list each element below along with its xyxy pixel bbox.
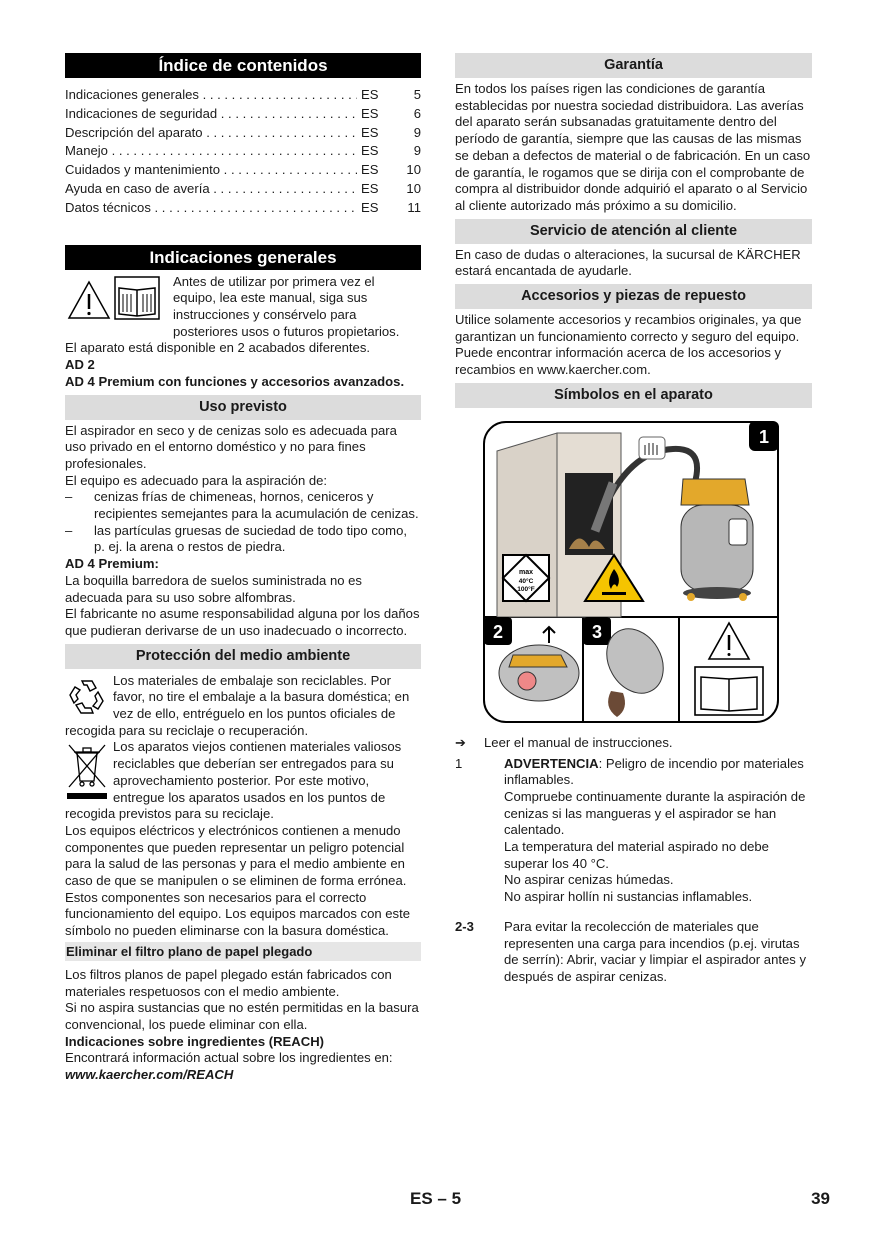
arrow-icon: ➔	[455, 734, 466, 750]
reach-link[interactable]: www.kaercher.com/REACH	[65, 1067, 234, 1083]
warning-manual-icon	[65, 274, 171, 322]
read-manual-row	[455, 735, 812, 752]
max-label: max	[518, 568, 534, 576]
badge-1-label: 1	[758, 426, 770, 447]
toc-entry-title: Ayuda en caso de avería . . .	[65, 180, 357, 199]
toc-entry-lang: ES	[357, 161, 397, 180]
read-manual-text: Leer el manual de instrucciones.	[484, 734, 673, 750]
weee-text: Los aparatos viejos contienen materiales valiosos reciclables que deberían ser entregados para su aprovechamiento posterior. Por este motivo, entregue los aparatos usados en los puntos de recogida previstos para su reciclaje.	[65, 739, 402, 822]
recycling-block	[65, 673, 421, 740]
toc-row[interactable]	[65, 180, 421, 199]
ad2-label: AD 2	[65, 357, 95, 373]
warranty-heading: Garantía	[455, 53, 812, 78]
reach-text: Encontrará información actual sobre los ingredientes en:	[65, 1050, 393, 1066]
general-intro-text: Antes de utilizar por primera vez el equipo, lea este manual, siga sus instrucciones y consérvelo para posteriores usos o futuros propietarios.	[173, 273, 400, 339]
list-item	[65, 523, 421, 556]
toc-row[interactable]	[65, 161, 421, 180]
item-number: 2-3	[455, 918, 474, 934]
toc-entry-lang: ES	[357, 142, 397, 161]
use-text: El aspirador en seco y de cenizas solo es adecuada para uso privado en el entorno doméstico y no para fines profesionales.	[65, 422, 397, 471]
toc-row[interactable]	[65, 142, 421, 161]
reach-heading: Indicaciones sobre ingredientes (REACH)	[65, 1033, 325, 1049]
toc-row[interactable]	[65, 105, 421, 124]
use-text: El equipo es adecuado para la aspiración de:	[65, 472, 328, 488]
warning-line: No aspirar cenizas húmedas.	[504, 872, 674, 888]
warranty-text: En todos los países rigen las condiciones de garantía establecidas por nuestra sociedad distribuidora. Las averías del aparato serán subsanadas gratuitamente dentro del período de garantía, siempre que las causas de las mismas se deban a defectos de material o de fabricación. En un caso de garantía, le rogamos que se dirija con el comprobante de compra al distribuidor donde adquirió el aparato o al Servicio al cliente autorizado más próximo a su domicilio.	[455, 81, 811, 213]
dash-bullet: –	[65, 522, 73, 538]
toc-row[interactable]	[65, 86, 421, 105]
service-heading: Servicio de atención al cliente	[455, 219, 812, 244]
toc-entry-lang: ES	[357, 86, 397, 105]
list-item-text: cenizas frías de chimeneas, hornos, ceniceros y recipientes semejantes para la acumulación de cenizas.	[94, 489, 419, 522]
weee-block	[65, 739, 421, 823]
toc-entry-title: Indicaciones generales . . .	[65, 86, 357, 105]
toc-entry-title: Indicaciones de seguridad . . .	[65, 105, 357, 124]
toc-entry-page: 11	[407, 199, 421, 215]
use-text: El fabricante no asume responsabilidad alguna por los daños que pudieran derivarse de un uso inadecuado o incorrecto.	[65, 606, 420, 638]
use-text: La boquilla barredora de suelos suministrada no es adecuada para su uso sobre alfombras.	[65, 572, 362, 605]
toc-entry-lang: ES	[357, 180, 397, 199]
toc-entry-lang: ES	[357, 199, 397, 218]
accessories-text: Utilice solamente accesorios y recambios originales, ya que garantizan un funcionamiento correcto y seguro del equipo.	[455, 312, 802, 344]
accessories-text: Puede encontrar información acerca de los accesorios y recambios en www.kaercher.com.	[455, 345, 782, 378]
warning-line: Compruebe continuamente durante la aspiración de cenizas si las mangueras y el aspirador se han calentado.	[504, 788, 806, 838]
environment-heading: Protección del medio ambiente	[65, 644, 421, 669]
device-symbols-figure	[483, 421, 779, 723]
badge-2-label: 2	[492, 621, 504, 642]
filter-text: Si no aspira sustancias que no estén permitidas en la basura convencional, los puede eliminar con ella.	[65, 1000, 419, 1032]
toc-entry-page: 9	[413, 124, 421, 140]
footer-language-page: ES – 5	[410, 1189, 462, 1208]
toc-entry-lang: ES	[357, 124, 397, 143]
recycling-icon	[65, 675, 109, 719]
toc-entry-title: Datos técnicos . . .	[65, 199, 357, 218]
toc-entry-page: 10	[406, 162, 421, 178]
warning-line: La temperatura del material aspirado no debe superar los 40 °C.	[504, 839, 769, 871]
toc-row[interactable]	[65, 124, 421, 143]
filter-heading: Eliminar el filtro plano de papel plegado	[65, 942, 421, 961]
toc-entry-page: 5	[413, 87, 421, 102]
toc-heading: Índice de contenidos	[65, 53, 421, 78]
vacuum-cleaner-illustration	[681, 479, 753, 601]
item-number: 1	[455, 755, 463, 771]
use-heading: Uso previsto	[65, 395, 421, 420]
badge-3-label: 3	[591, 621, 603, 642]
ad4-label: AD 4 Premium con funciones y accesorios avanzados.	[65, 373, 405, 389]
ad4-premium-label: AD 4 Premium:	[65, 556, 159, 572]
toc-entry-page: 9	[413, 143, 421, 159]
warning-label: ADVERTENCIA	[504, 755, 599, 771]
warning-line: No aspirar hollín ni sustancias inflamables.	[504, 889, 753, 905]
right-column	[455, 53, 812, 986]
list-item	[455, 919, 812, 986]
electronics-text: Los equipos eléctricos y electrónicos contienen a menudo componentes que pueden representar un peligro potencial para la salud de las personas y para el medio ambiente en caso de que se manipulen o se eliminen de forma errónea. Estos componentes son necesarios para el correcto funcionamiento del equipo. Los equipos marcados con este símbolo no pueden eliminarse con la basura doméstica.	[65, 822, 411, 939]
general-heading: Indicaciones generales	[65, 245, 421, 270]
toc-entry-title: Descripción del aparato . . .	[65, 124, 357, 143]
service-text: En caso de dudas o alteraciones, la sucursal de KÄRCHER estará encantada de ayudarle.	[455, 246, 801, 279]
crossed-bin-icon	[65, 741, 109, 801]
toc-entry-page: 10	[406, 180, 421, 196]
recycling-text: Los materiales de embalaje son reciclables. Por favor, no tire el embalaje a la basura doméstica; en vez de ello, entréguelo en los puntos oficiales de recogida para su reciclaje o recuperación.	[65, 672, 410, 738]
warning-line	[504, 756, 812, 789]
warning-text: : Peligro de incendio por materiales inflamables.	[504, 755, 804, 788]
general-intro	[65, 274, 421, 341]
hot-hose-icon	[639, 437, 665, 459]
max-temperature-icon	[503, 555, 549, 601]
list-item	[65, 489, 421, 522]
list-item	[455, 756, 812, 906]
toc-entry-lang: ES	[357, 105, 397, 124]
dash-bullet: –	[65, 489, 73, 505]
symbols-heading: Símbolos en el aparato	[455, 383, 812, 408]
toc-row[interactable]	[65, 199, 421, 218]
toc-entry-page: 6	[413, 105, 421, 121]
temp-f-label: 100°F	[517, 585, 535, 593]
left-column	[65, 53, 421, 1084]
filter-text: Los filtros planos de papel plegado están fabricados con materiales respetuosos con el medio ambiente.	[65, 966, 392, 999]
temp-c-label: 40°C	[518, 577, 534, 585]
finishes-text: El aparato está disponible en 2 acabados diferentes.	[65, 340, 371, 356]
toc-entry-title: Manejo . . .	[65, 142, 357, 161]
list-item-text: las partículas gruesas de suciedad de todo tipo como, p. ej. la arena o restos de piedra.	[94, 522, 407, 555]
toc-entry-title: Cuidados y mantenimiento . . .	[65, 161, 357, 180]
footer-page-number: 39	[811, 1189, 830, 1208]
accessories-heading: Accesorios y piezas de repuesto	[455, 284, 812, 309]
table-of-contents	[65, 86, 421, 218]
warning-item	[504, 756, 812, 906]
item-text: Para evitar la recolección de materiales que representen una carga para incendios (p.ej. virutas de serrín): Abrir, vaciar y limpiar el aspirador antes y después de aspirar cenizas.	[504, 918, 806, 984]
